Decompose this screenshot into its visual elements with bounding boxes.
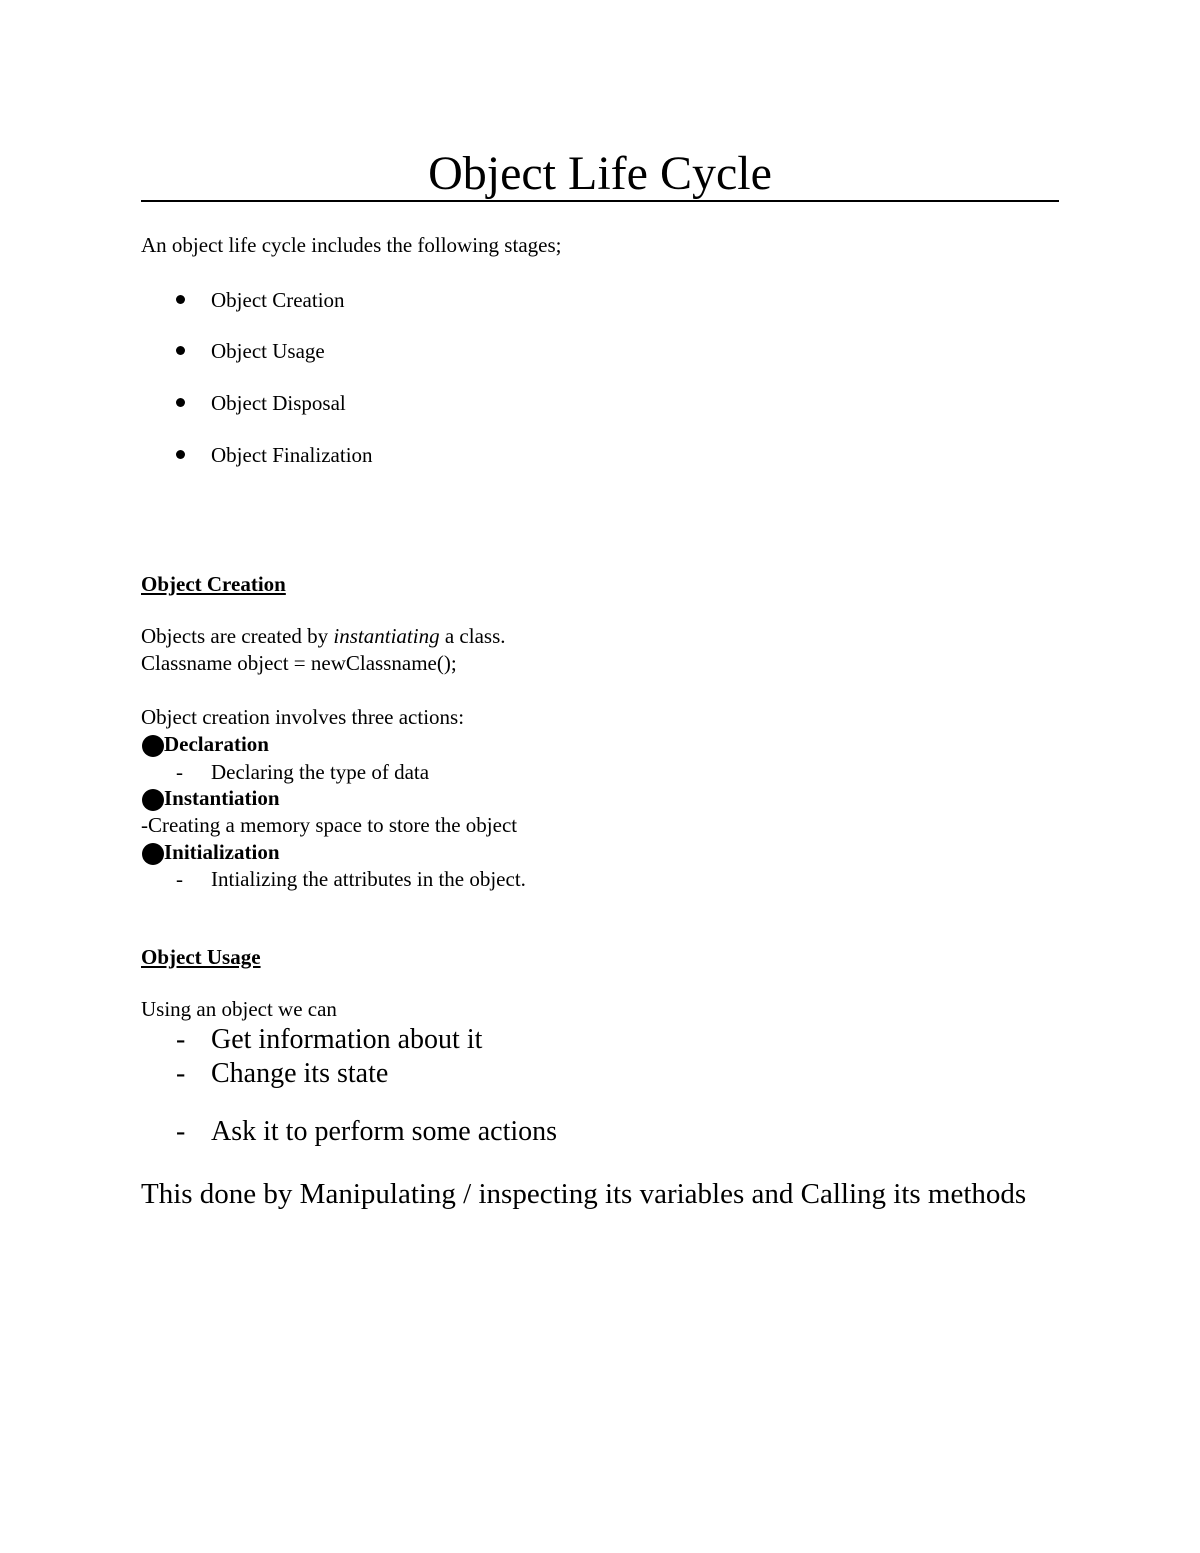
list-item: Object Finalization — [211, 443, 373, 467]
action-title-instantiation: Instantiation — [164, 786, 280, 810]
dash-marker: - — [176, 867, 183, 891]
usage-item: Change its state — [211, 1058, 389, 1089]
list-item: Object Creation — [211, 288, 345, 312]
list-item: Object Usage — [211, 339, 325, 363]
creation-heading: Object Creation — [141, 572, 286, 596]
action-desc-declaration: Declaring the type of data — [211, 760, 430, 784]
bullet-dot-icon — [176, 450, 185, 459]
bullet-dot-icon — [176, 295, 185, 304]
bullet-dot-icon — [142, 735, 164, 757]
list-item: Object Disposal — [211, 391, 346, 415]
creation-line-1 — [141, 623, 506, 650]
title-underline — [141, 200, 1059, 202]
creation-line-1-italic: instantiating — [333, 624, 440, 648]
usage-summary: This done by Manipulating / inspecting its variables and Calling its methods — [141, 1178, 1027, 1210]
dash-marker: - — [176, 760, 183, 784]
code-line: Classname object = newClassname(); — [141, 651, 457, 675]
creation-line-1-prefix: Objects are created by — [141, 624, 334, 648]
usage-intro: Using an object we can — [141, 997, 337, 1021]
bullet-dot-icon — [142, 789, 164, 811]
dash-marker: - — [176, 1024, 186, 1055]
usage-heading: Object Usage — [141, 945, 261, 969]
usage-item: Get information about it — [211, 1024, 483, 1055]
bullet-dot-icon — [176, 398, 185, 407]
creation-line-1-suffix: a class. — [439, 624, 506, 648]
action-desc-initialization: Intializing the attributes in the object. — [211, 867, 526, 891]
action-desc-instantiation: -Creating a memory space to store the object — [141, 813, 518, 837]
intro-text: An object life cycle includes the following stages; — [141, 233, 562, 257]
page-title: Object Life Cycle — [428, 147, 772, 200]
actions-intro: Object creation involves three actions: — [141, 705, 465, 729]
action-title-declaration: Declaration — [164, 732, 269, 756]
bullet-dot-icon — [176, 346, 185, 355]
usage-item: Ask it to perform some actions — [211, 1116, 558, 1147]
dash-marker: - — [176, 1116, 186, 1147]
dash-marker: - — [176, 1058, 186, 1089]
action-title-initialization: Initialization — [164, 840, 280, 864]
bullet-dot-icon — [142, 843, 164, 865]
